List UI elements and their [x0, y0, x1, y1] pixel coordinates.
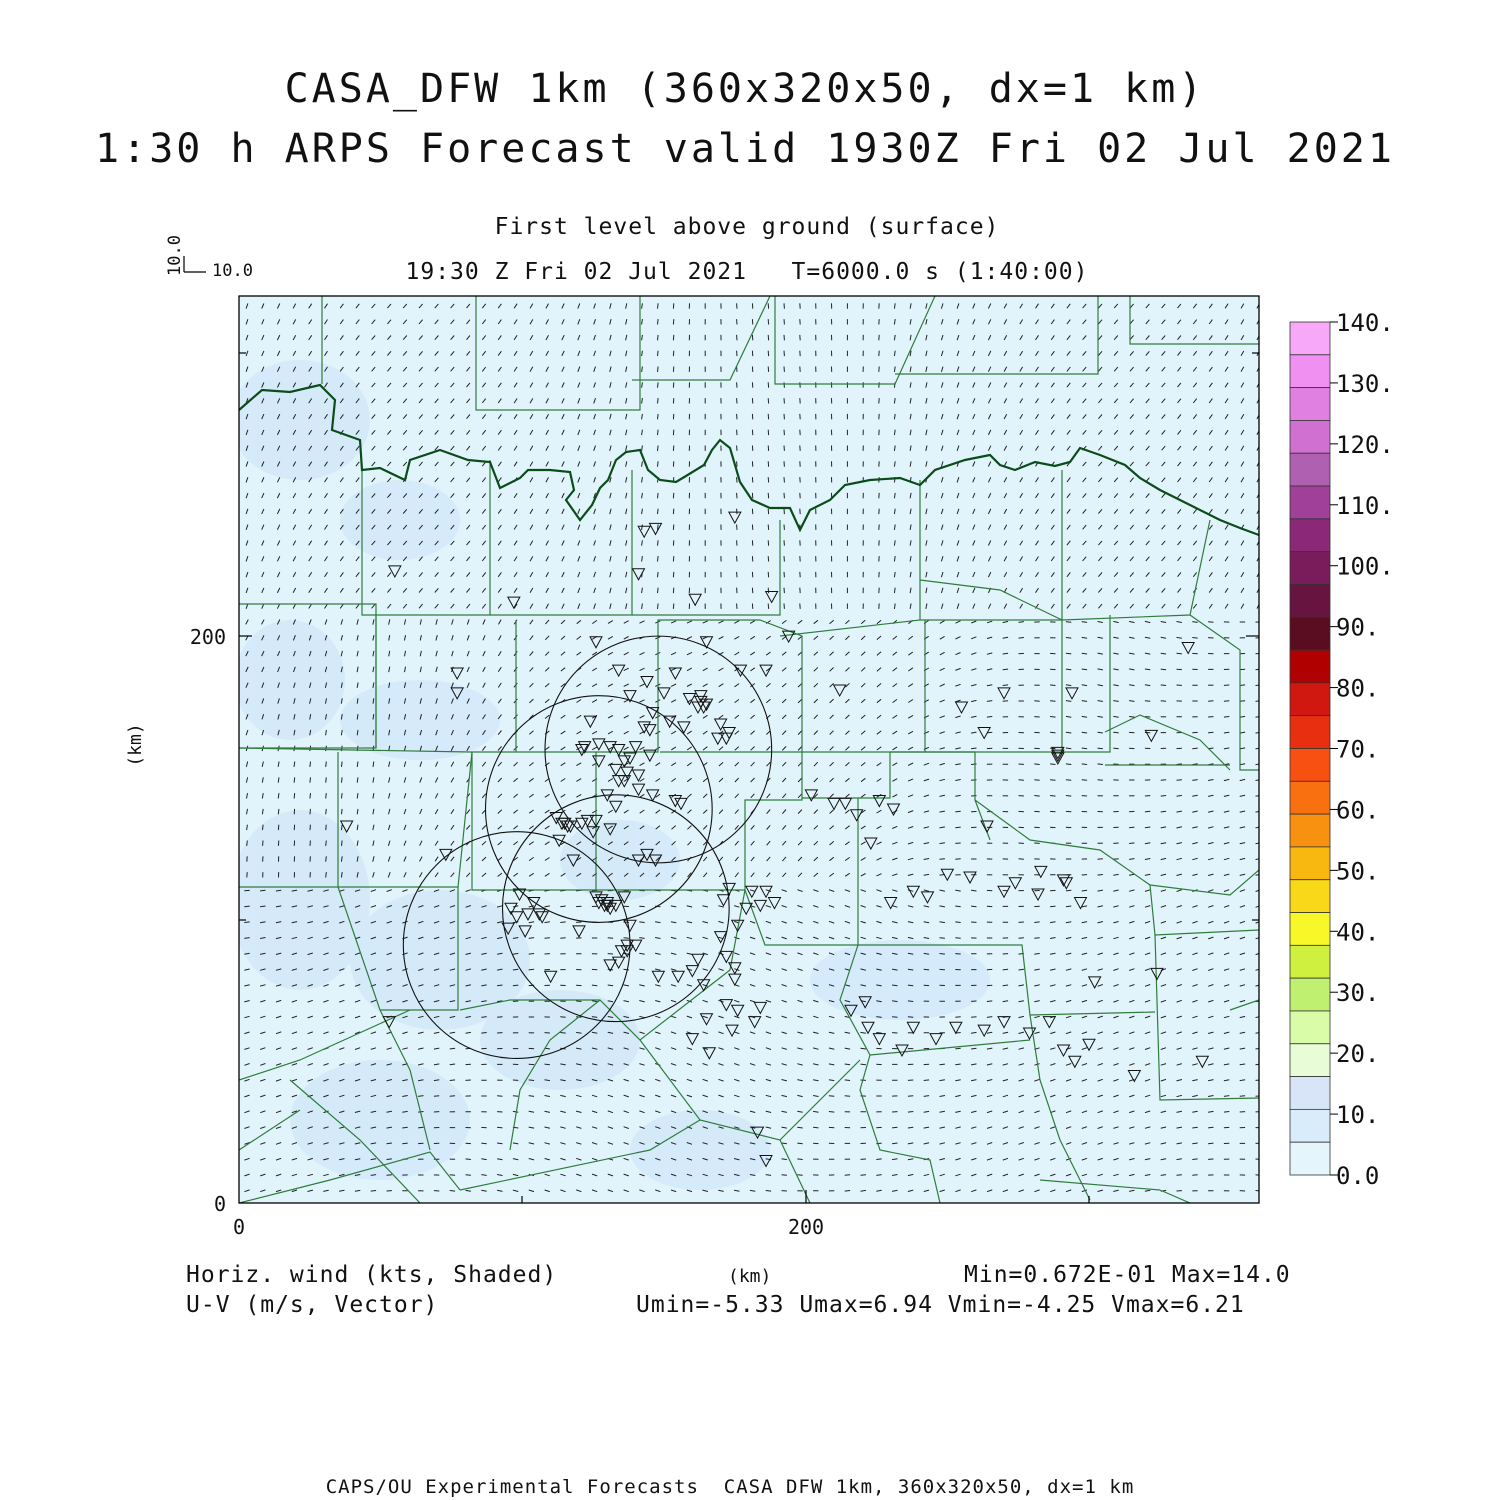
legend-color-box [1290, 355, 1330, 388]
color-legend [1290, 309, 1394, 1190]
legend-label: 120. [1336, 430, 1394, 459]
legend-label: 100. [1336, 552, 1394, 581]
legend-color-box [1290, 453, 1330, 486]
x-tick-label-200: 200 [787, 1215, 825, 1239]
legend-color-box [1290, 880, 1330, 913]
legend-label: 20. [1336, 1040, 1380, 1069]
legend-label: 140. [1336, 309, 1394, 337]
legend-color-box [1290, 322, 1330, 355]
valid-time-subtitle: 19:30 Z Fri 02 Jul 2021 T=6000.0 s (1:40:00) [405, 259, 1089, 285]
vector-field-label: U-V (m/s, Vector) [186, 1292, 439, 1318]
legend-label: 80. [1336, 674, 1380, 703]
uv-stats: Umin=-5.33 Umax=6.94 Vmin=-4.25 Vmax=6.21 [636, 1292, 1245, 1318]
legend-label: 130. [1336, 369, 1394, 398]
legend-color-box [1290, 1109, 1330, 1142]
legend-color-box [1290, 584, 1330, 617]
y-axis-label: (km) [125, 723, 146, 767]
legend-color-box [1290, 1011, 1330, 1044]
legend-color-box [1290, 749, 1330, 782]
legend-color-box [1290, 617, 1330, 650]
credit-line: CAPS/OU Experimental Forecasts CASA DFW 1km, 360x320x50, dx=1 km [325, 1476, 1135, 1498]
legend-color-box [1290, 388, 1330, 421]
legend-color-box [1290, 420, 1330, 453]
legend-color-box [1290, 519, 1330, 552]
legend-color-box [1290, 1077, 1330, 1110]
legend-color-box [1290, 978, 1330, 1011]
legend-label: 10. [1336, 1101, 1380, 1130]
shaded-field-label: Horiz. wind (kts, Shaded) [186, 1262, 558, 1288]
legend-label: 40. [1336, 918, 1380, 947]
legend-color-box [1290, 1044, 1330, 1077]
x-axis-label: (km) [728, 1266, 772, 1287]
reference-vector-y-label: 10.0 [165, 235, 185, 276]
legend-label: 110. [1336, 491, 1394, 520]
legend-color-box [1290, 683, 1330, 716]
legend-label: 50. [1336, 857, 1380, 886]
legend-color-box [1290, 650, 1330, 683]
legend-label: 70. [1336, 735, 1380, 764]
legend-color-box [1290, 814, 1330, 847]
level-subtitle: First level above ground (surface) [494, 214, 1000, 240]
legend-color-box [1290, 945, 1330, 978]
legend-label: 0.0 [1336, 1162, 1380, 1190]
map-panel [230, 296, 1261, 1203]
legend-label: 60. [1336, 796, 1380, 825]
legend-label: 90. [1336, 613, 1380, 642]
legend-color-box [1290, 1142, 1330, 1175]
legend-label: 30. [1336, 979, 1380, 1008]
reference-vector-x-label: 10.0 [212, 261, 253, 281]
legend-color-box [1290, 552, 1330, 585]
plot-title-line1: CASA_DFW 1km (360x320x50, dx=1 km) [284, 66, 1206, 112]
x-tick-label-0: 0 [232, 1215, 246, 1239]
min-max-stats: Min=0.672E-01 Max=14.0 [964, 1262, 1291, 1288]
reference-vector [165, 235, 253, 281]
legend-color-box [1290, 913, 1330, 946]
y-tick-label-200: 200 [189, 625, 226, 649]
legend-color-box [1290, 716, 1330, 749]
plot-title-line2: 1:30 h ARPS Forecast valid 1930Z Fri 02 Jul 2021 [95, 126, 1395, 172]
y-tick-label-0: 0 [213, 1192, 226, 1216]
legend-color-box [1290, 781, 1330, 814]
legend-color-box [1290, 847, 1330, 880]
legend-color-box [1290, 486, 1330, 519]
